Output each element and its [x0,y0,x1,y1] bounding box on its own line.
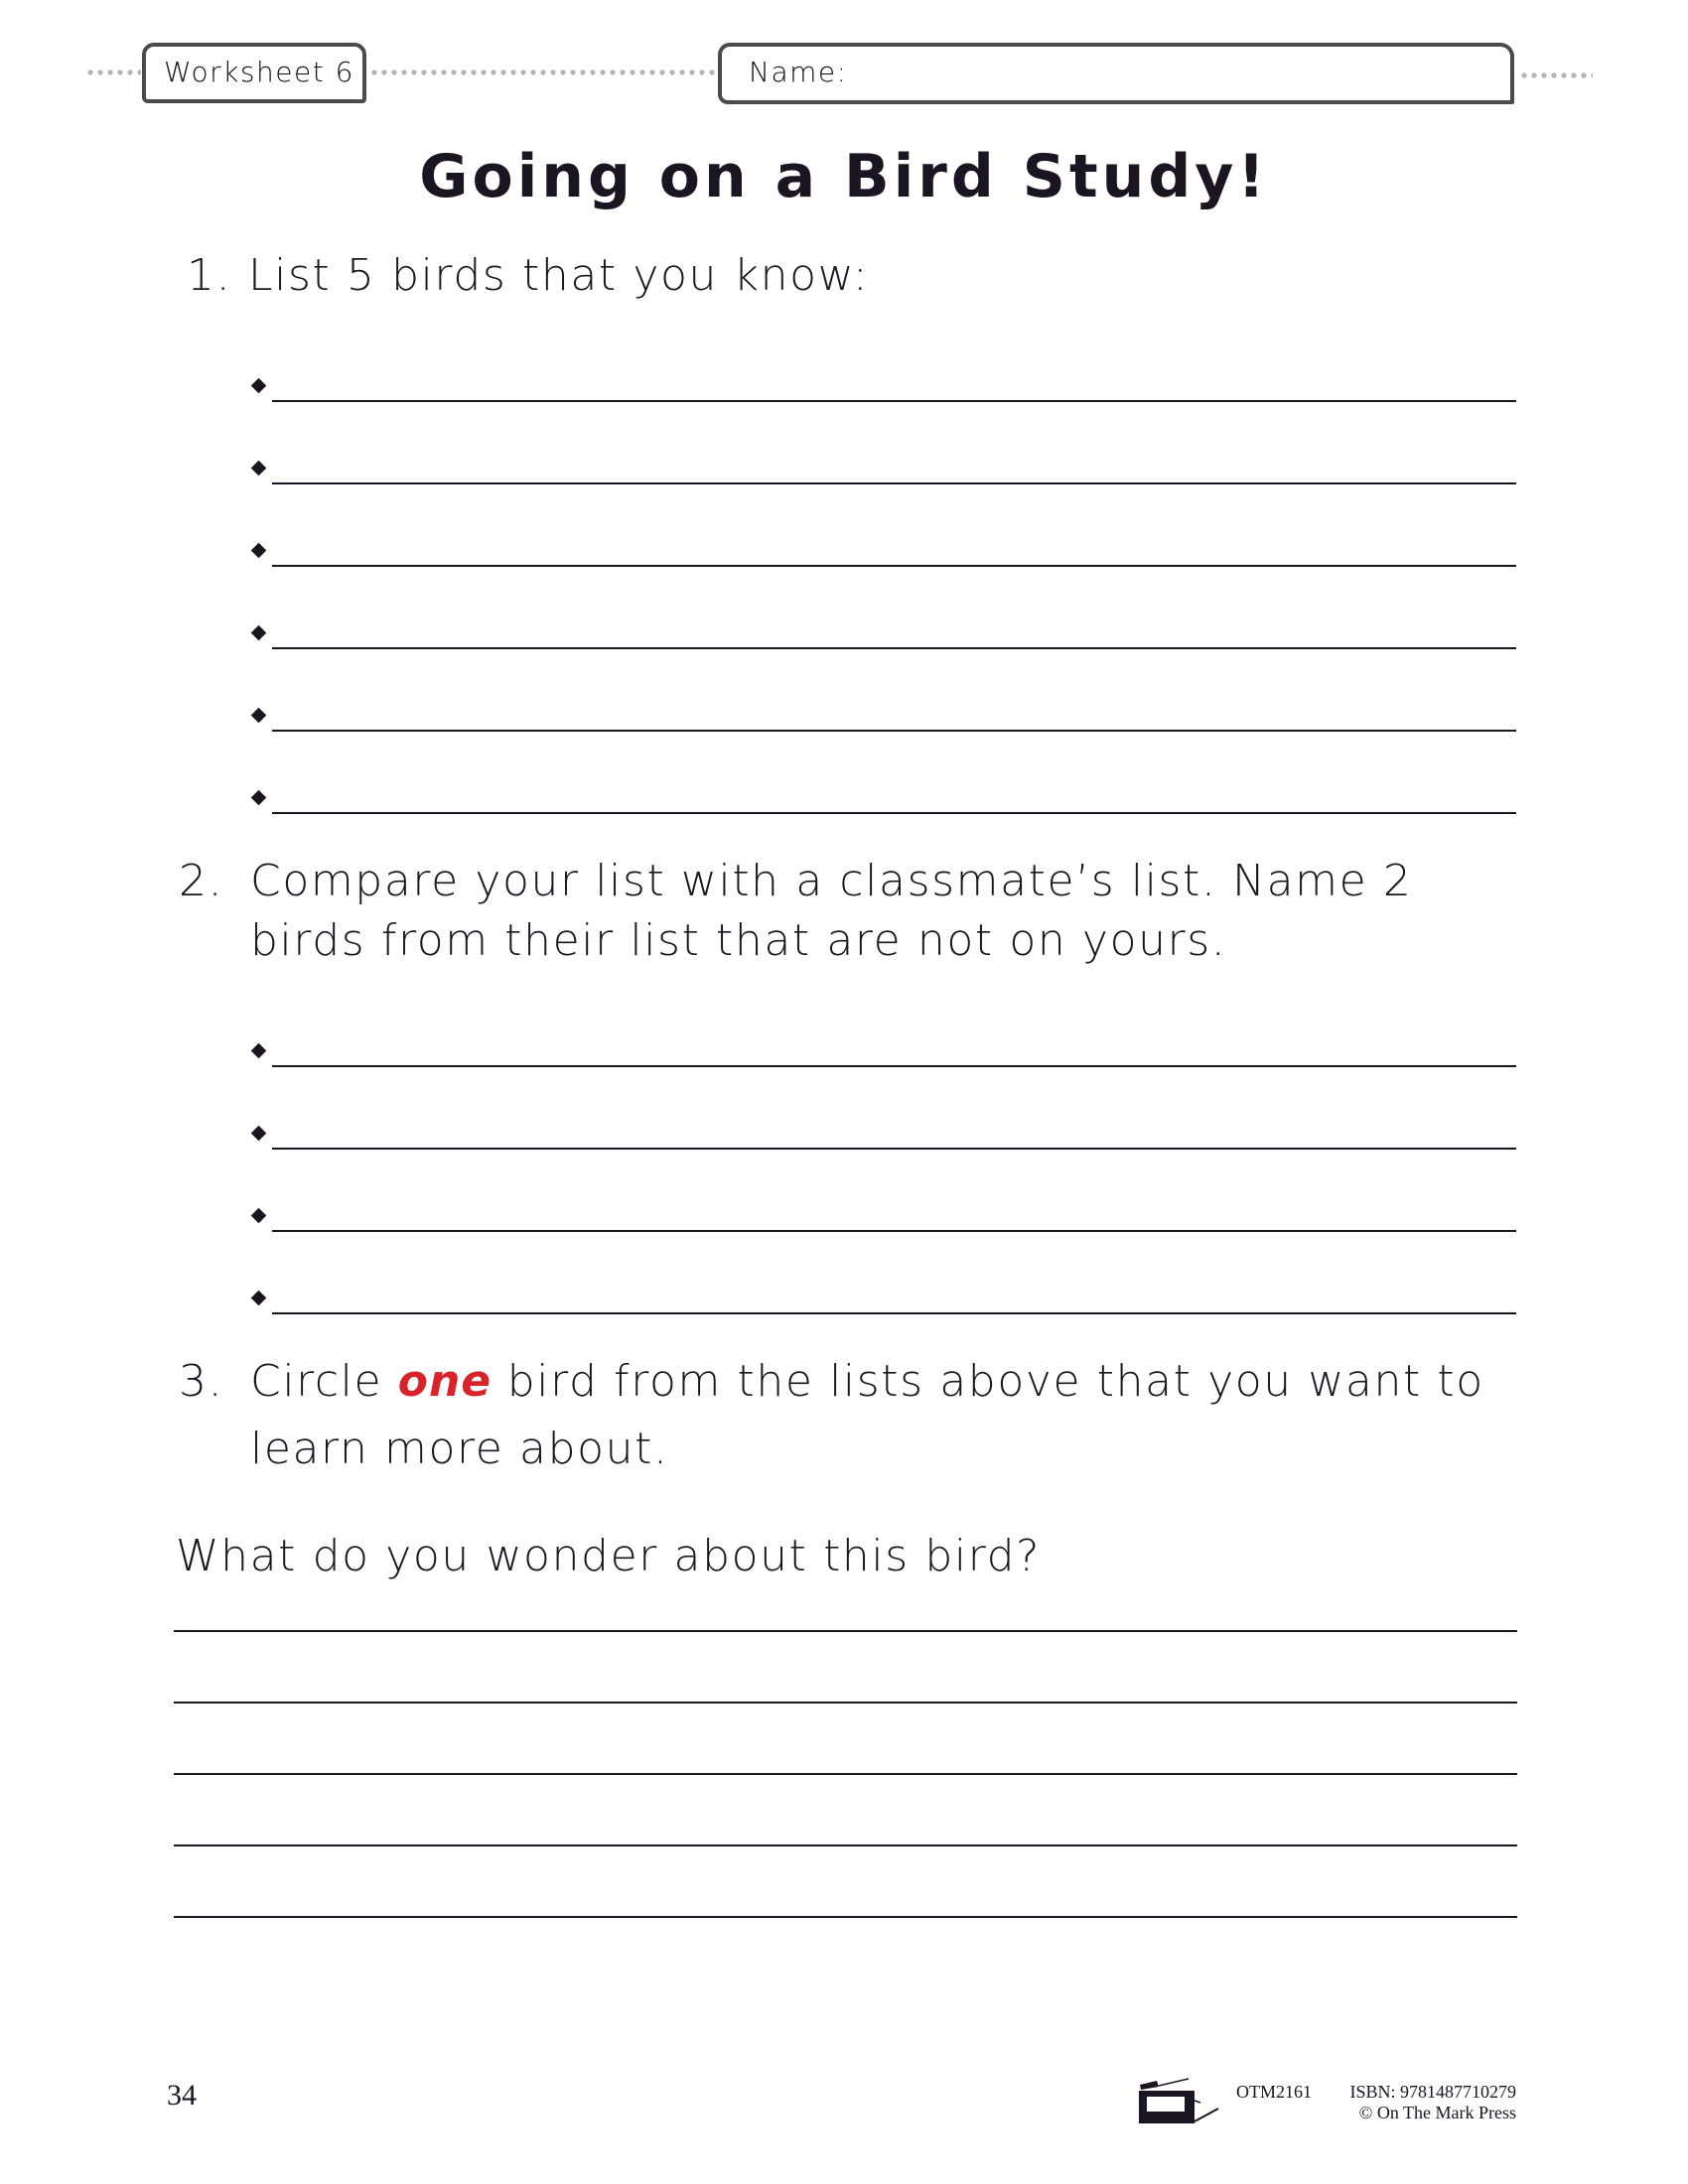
question-3-text-line-1 [250,1352,1484,1412]
header-dots-middle [369,69,717,75]
question-2-number: 2. [179,856,224,906]
write-line [272,565,1516,567]
bullet-diamond-icon [251,625,267,641]
question-1-answer-4[interactable] [274,606,1519,647]
emphasis-one: one [397,1356,492,1407]
write-line [272,1230,1516,1232]
write-line [272,647,1516,649]
wonder-answer-1[interactable] [175,1586,1519,1628]
question-3-text-after: bird from the lists above that you want to [492,1356,1484,1407]
write-line [174,1630,1517,1632]
question-3-text-before: Circle [250,1356,398,1407]
write-line [174,1916,1517,1918]
wonder-answer-2[interactable] [175,1658,1519,1700]
wonder-answer-5[interactable] [175,1872,1519,1914]
name-field-box[interactable] [718,43,1514,104]
question-2-answer-4[interactable] [274,1271,1519,1312]
bullet-diamond-icon [251,1291,267,1306]
bullet-diamond-icon [251,378,267,394]
name-input[interactable] [851,55,1490,96]
worksheet-label-box [142,43,366,103]
write-line [272,482,1516,484]
write-line [272,1312,1516,1314]
name-label: Name: [749,56,848,88]
question-2-text-line-1: Compare your list with a classmate’s list. Name 2 [250,856,1413,906]
bullet-diamond-icon [251,708,267,724]
write-line [272,1148,1516,1150]
write-line [174,1702,1517,1704]
bullet-diamond-icon [251,1043,267,1059]
question-1-number: 1. [187,250,232,301]
question-1-answer-5[interactable] [274,688,1519,730]
question-1-answer-6[interactable] [274,770,1519,812]
question-1-text: List 5 birds that you know: [248,250,870,301]
question-3-number: 3. [179,1356,224,1407]
photocopier-icon [1137,2077,1220,2124]
product-code: OTM2161 [1236,2082,1312,2102]
page-number: 34 [167,2079,197,2112]
write-line [272,1065,1516,1067]
bullet-diamond-icon [251,543,267,559]
wonder-prompt: What do you wonder about this bird? [176,1531,1042,1581]
bullet-diamond-icon [251,790,267,806]
header-dots-right [1519,72,1593,78]
copyright: © On The Mark Press [1358,2103,1516,2122]
write-line [272,812,1516,814]
bullet-diamond-icon [251,1208,267,1224]
write-line [174,1844,1517,1846]
wonder-answer-4[interactable] [175,1801,1519,1843]
worksheet-label: Worksheet 6 [164,56,354,88]
question-3-text-line-2: learn more about. [250,1424,669,1474]
write-line [272,730,1516,732]
question-2-answer-1[interactable] [274,1024,1519,1065]
isbn: ISBN: 9781487710279 [1349,2082,1516,2102]
bullet-diamond-icon [251,1126,267,1142]
header-dots-left [85,69,141,75]
write-line [174,1773,1517,1775]
question-1-answer-1[interactable] [274,358,1519,400]
question-2-answer-2[interactable] [274,1106,1519,1148]
wonder-answer-3[interactable] [175,1729,1519,1771]
question-2-answer-3[interactable] [274,1188,1519,1230]
write-line [272,400,1516,402]
question-1-answer-3[interactable] [274,523,1519,565]
worksheet-title: Going on a Bird Study! [419,142,1269,211]
question-2-text-line-2: birds from their list that are not on yours. [250,915,1227,966]
question-1-answer-2[interactable] [274,441,1519,482]
bullet-diamond-icon [251,461,267,477]
